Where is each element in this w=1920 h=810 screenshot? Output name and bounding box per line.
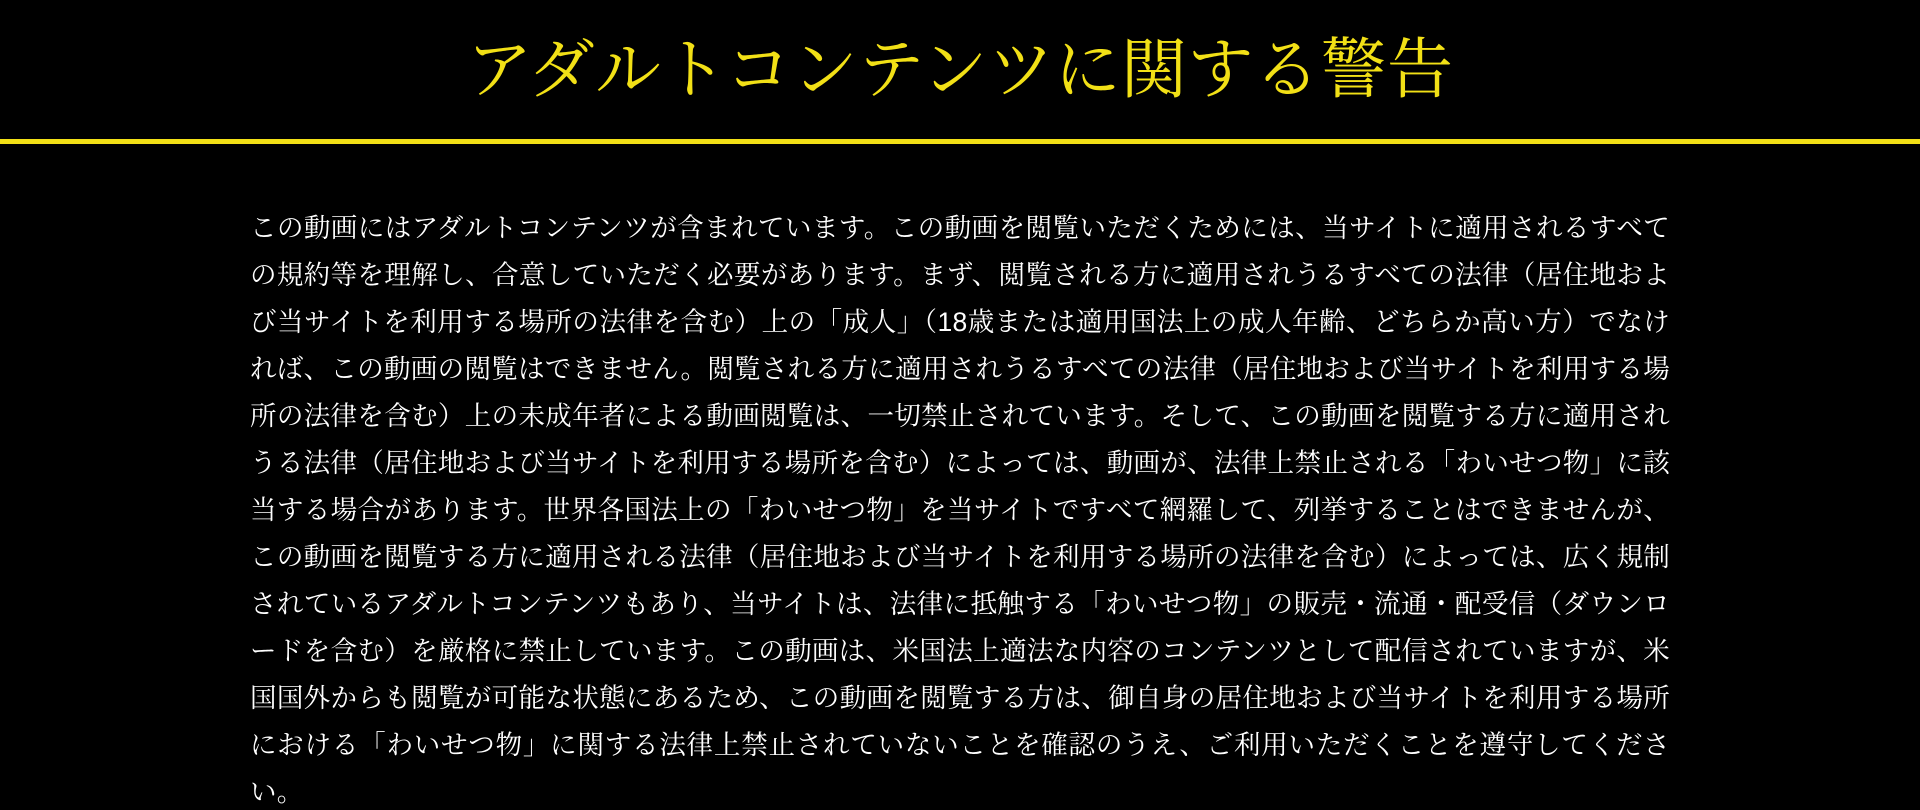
warning-content (0, 144, 1920, 810)
page-header (0, 0, 1920, 139)
warning-paragraph: この動画にはアダルトコンテンツが含まれています。この動画を閲覧いただくためには、当サイトに適用されるすべての規約等を理解し、合意していただく必要があります。まず、閲覧される方に適用されうるすべての法律（居住地および当サイトを利用する場所の法律を含む）上の「成人」（18歳または適用国法上の成人年齢、どちらか高い方）でなければ、この動画の閲覧はできません。閲覧される方に適用されうるすべての法律（居住地および当サイトを利用する場所の法律を含む）上の未成年者による動画閲覧は、一切禁止されています。そして、この動画を閲覧する方に適用されうる法律（居住地および当サイトを利用する場所を含む）によっては、動画が、法律上禁止される「わいせつ物」に該当する場合があります。世界各国法上の「わいせつ物」を当サイトですべて網羅して、列挙することはできませんが、この動画を閲覧する方に適用される法律（居住地および当サイトを利用する場所の法律を含む）によっては、広く規制されているアダルトコンテンツもあり、当サイトは、法律に抵触する「わいせつ物」の販売・流通・配受信（ダウンロードを含む）を厳格に禁止しています。この動画は、米国法上適法な内容のコンテンツとして配信されていますが、米国国外からも閲覧が可能な状態にあるため、この動画を閲覧する方は、御自身の居住地および当サイトを利用する場所における「わいせつ物」に関する法律上禁止されていないことを確認のうえ、ご利用いただくことを遵守してください。 (250, 212, 1670, 807)
page-title: アダルトコンテンツに関する警告 (466, 31, 1454, 106)
